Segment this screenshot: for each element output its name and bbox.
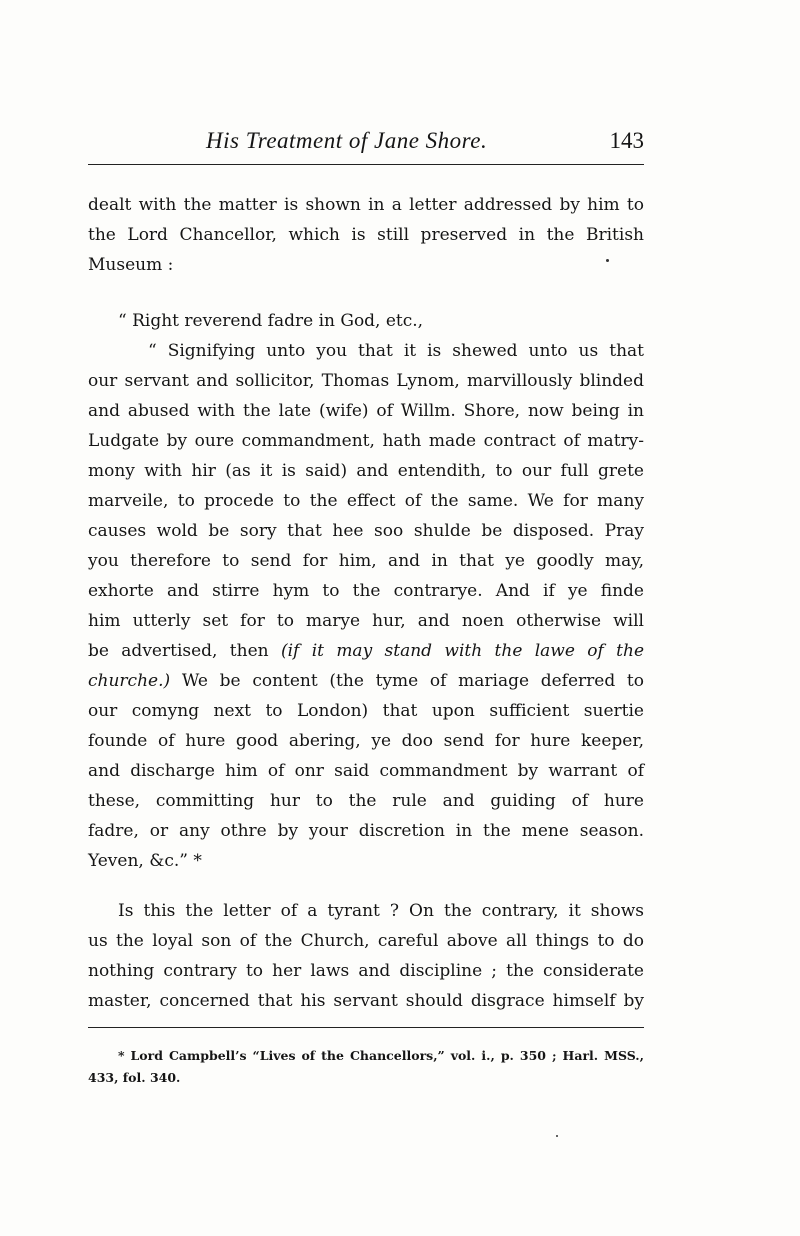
italic-text: (if it may stand with the lawe of the [280, 641, 645, 661]
page-header [88, 128, 644, 162]
ink-speck [556, 1135, 558, 1137]
footnote-line: * Lord Campbell’s “Lives of the Chancellors,” vol. i., p. 350 ; Harl. MSS., [118, 1048, 644, 1063]
text-line: our comyng next to London) that upon sufficient suertie [88, 701, 644, 721]
text-line: these, committing hur to the rule and guiding of hure [88, 791, 644, 811]
text-line: founde of hure good abering, ye doo send for hure keeper, [88, 731, 644, 751]
text-line: and abused with the late (wife) of Willm. Shore, now being in [88, 401, 644, 421]
page-number: 143 [609, 128, 644, 153]
text-line: marveile, to procede to the effect of the same. We for many [88, 491, 644, 511]
text-line [88, 636, 644, 666]
text-line: dealt with the matter is shown in a letter addressed by him to [88, 195, 644, 215]
text-line: Is this the letter of a tyrant ? On the contrary, it shows [118, 901, 644, 921]
text-line: mony with hir (as it is said) and entendith, to our full grete [88, 461, 644, 481]
text-line: Ludgate by oure commandment, hath made contract of matry- [88, 431, 644, 451]
text-line: “ Signifying unto you that it is shewed unto us that [148, 341, 644, 361]
footnote-rule [88, 1027, 644, 1028]
header-rule [88, 164, 644, 165]
text-line: our servant and sollicitor, Thomas Lynom, marvillously blinded [88, 371, 644, 391]
text-line: and discharge him of onr said commandment by warrant of [88, 761, 644, 781]
text-line: master, concerned that his servant should disgrace himself by [88, 991, 644, 1011]
footnote-line: 433, fol. 340. [88, 1070, 181, 1085]
ink-speck [606, 259, 609, 262]
quoted-letter [88, 306, 644, 876]
closing-paragraph [88, 896, 644, 1016]
text-line: fadre, or any othre by your discretion in the mene season. [88, 821, 644, 841]
footnote [88, 1045, 644, 1089]
text-line: Museum : [88, 255, 174, 275]
text-line: him utterly set for to marye hur, and noen otherwise will [88, 611, 644, 631]
text-line [88, 666, 644, 696]
running-title: His Treatment of Jane Shore. [206, 128, 488, 153]
text-line: the Lord Chancellor, which is still preserved in the British [88, 225, 644, 245]
intro-paragraph [88, 190, 644, 280]
text-segment: be advertised, then [88, 641, 281, 661]
text-line: you therefore to send for him, and in that ye goodly may, [88, 551, 644, 571]
italic-text: churche.) [88, 671, 171, 691]
text-line: exhorte and stirre hym to the contrarye. And if ye finde [88, 581, 644, 601]
text-line: Yeven, &c.” * [88, 851, 202, 871]
text-line: nothing contrary to her laws and discipline ; the considerate [88, 961, 644, 981]
text-line: us the loyal son of the Church, careful above all things to do [88, 931, 644, 951]
text-segment: We be content (the tyme of mariage deferred to [170, 671, 644, 691]
text-line: causes wold be sory that hee soo shulde be disposed. Pray [88, 521, 644, 541]
letter-salutation: “ Right reverend fadre in God, etc., [118, 311, 424, 331]
